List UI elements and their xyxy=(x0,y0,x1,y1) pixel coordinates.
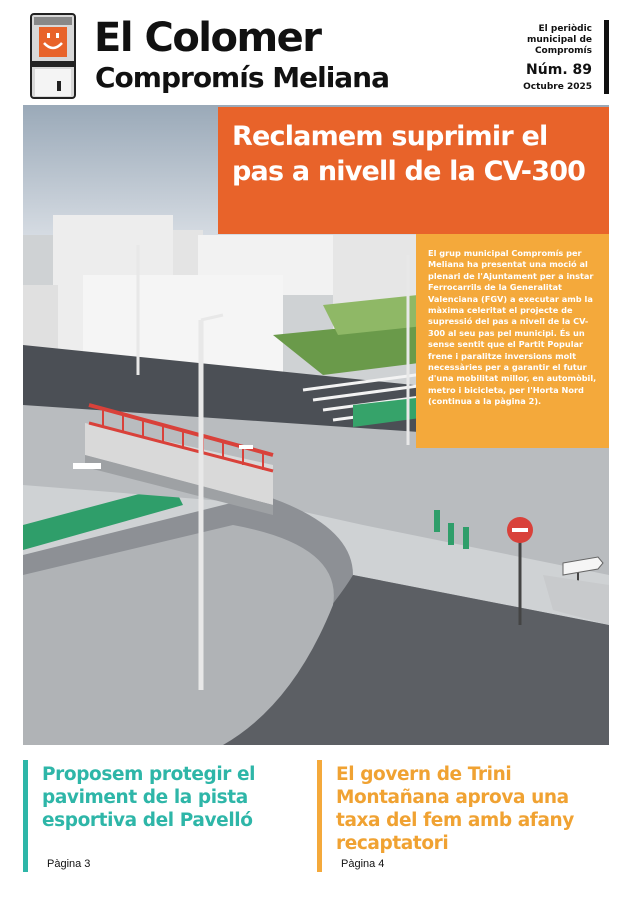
teaser-taxa-fem[interactable] xyxy=(317,760,609,872)
teaser-pavello[interactable] xyxy=(23,760,303,872)
teaser-title[interactable]: El govern de Trini Montañana aprova una taxa del fem amb afany recaptatori xyxy=(336,764,574,854)
masthead-info xyxy=(512,24,592,93)
lead-text: El grup municipal Compromís per Meliana ha presentat una moció al plenari de l'Ajuntament per a instar Ferrocarrils de la Generalitat Valenciana (FGV) a executar amb la màxima celeritat el projecte de supressió del pas a nivell de la CV-300 al seu pas pel municipi. És un sense sentit que el Partit Popular frene i paralitze inversions molt necessàries per a garantir el futur d'una mobilitat millor, en automòbil, metro i bicicleta, per l'Horta Nord (continua a la pàgina 2). xyxy=(428,248,597,407)
headline-box xyxy=(218,107,609,234)
headline: Reclamem suprimir el pas a nivell de la CV-300 xyxy=(232,121,586,187)
masthead-tagline: El periòdic municipal de Compromís xyxy=(527,24,592,56)
masthead-divider xyxy=(604,20,609,94)
masthead-subtitle: Compromís Meliana xyxy=(95,61,390,94)
teaser-title[interactable]: Proposem protegir el paviment de la pista esportiva del Pavelló xyxy=(42,764,256,831)
lead-box xyxy=(416,234,609,448)
teaser-page-ref: Pàgina 3 xyxy=(47,858,91,870)
issue-number: Núm. 89 xyxy=(526,62,592,78)
teaser-page-ref: Pàgina 4 xyxy=(341,858,385,870)
logo xyxy=(30,13,76,99)
masthead-title: El Colomer xyxy=(94,15,321,61)
issue-date: Octubre 2025 xyxy=(523,82,592,92)
ballot-box-icon xyxy=(30,13,76,99)
